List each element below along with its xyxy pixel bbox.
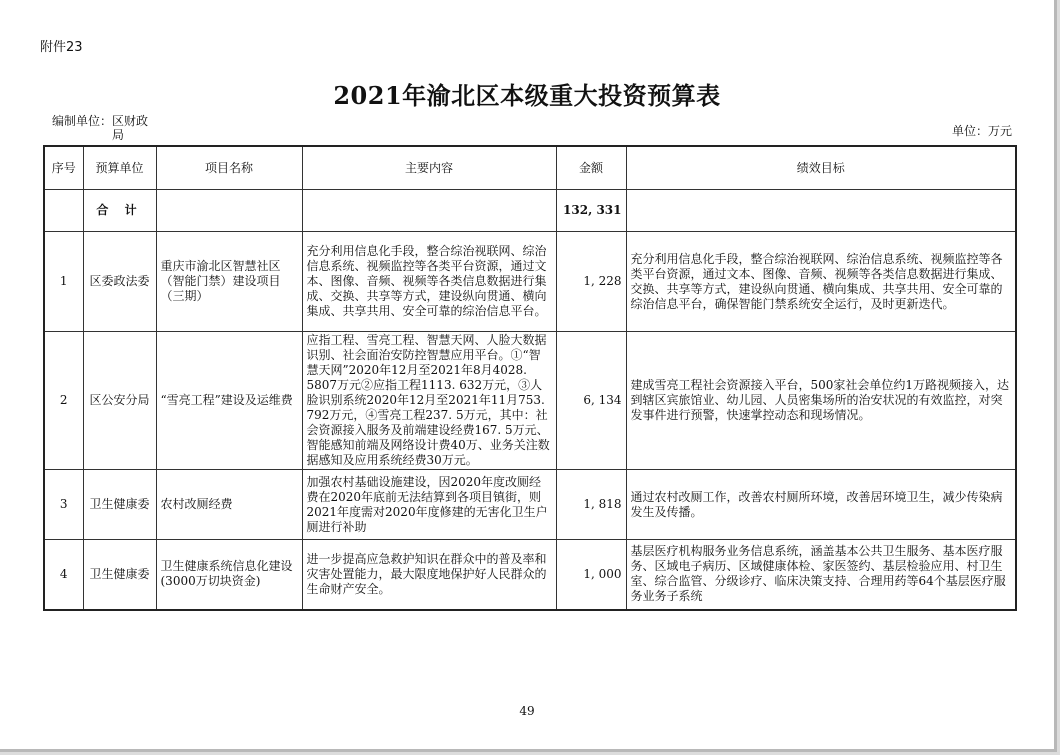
header-seq: 序号 xyxy=(44,146,83,190)
total-label: 合 计 xyxy=(83,190,156,232)
row-content: 充分利用信息化手段，整合综治视联网、综治信息系统、视频监控等各类平台资源，通过文本、图像、音频、视频等各类信息数据进行集成、交换、共享等方式，建设纵向贯通、横向集成、共享共用、安全可靠的综治信息平台。 xyxy=(302,232,556,332)
row-name: 重庆市渝北区智慧社区（智能门禁）建设项目（三期） xyxy=(156,232,302,332)
table-row xyxy=(44,540,1016,610)
attachment-label: 附件23 xyxy=(40,40,83,55)
budget-table xyxy=(43,145,1017,611)
total-amount: 132, 331 xyxy=(556,190,626,232)
row-goal: 建成雪亮工程社会资源接入平台，500家社会单位约1万路视频接入，达到辖区宾旅馆业、幼儿园、人员密集场所的治安状况的有效监控，对突发事件进行预警，快速掌控动态和现场情况。 xyxy=(626,332,1016,470)
total-row xyxy=(44,190,1016,232)
row-amount: 1, 818 xyxy=(556,470,626,540)
row-name: 卫生健康系统信息化建设(3000万切块资金) xyxy=(156,540,302,610)
row-name: 农村改厕经费 xyxy=(156,470,302,540)
row-amount: 1, 000 xyxy=(556,540,626,610)
table-header-row xyxy=(44,146,1016,190)
table-row xyxy=(44,332,1016,470)
page-number: 49 xyxy=(519,704,535,718)
header-amount: 金额 xyxy=(556,146,626,190)
row-content: 加强农村基础设施建设，因2020年度改厕经费在2020年底前无法结算到各项目镇街，则2021年度需对2020年度修建的无害化卫生户厕进行补助 xyxy=(302,470,556,540)
row-dept: 卫生健康委 xyxy=(83,470,156,540)
row-seq: 4 xyxy=(44,540,83,610)
row-dept: 卫生健康委 xyxy=(83,540,156,610)
row-name: “雪亮工程”建设及运维费 xyxy=(156,332,302,470)
table-row xyxy=(44,470,1016,540)
header-content: 主要内容 xyxy=(302,146,556,190)
compiler-label: 编制单位： xyxy=(52,114,113,128)
compiler-unit xyxy=(52,114,150,142)
row-goal: 通过农村改厕工作，改善农村厕所环境，改善居环境卫生，减少传染病发生及传播。 xyxy=(626,470,1016,540)
row-goal: 基层医疗机构服务业务信息系统，涵盖基本公共卫生服务、基本医疗服务、区域电子病历、区域健康体检、家医签约、基层检验应用、村卫生室、综合监管、分级诊疗、临床决策支持、合理用药等64个基层医疗服务业务子系统 xyxy=(626,540,1016,610)
row-amount: 1, 228 xyxy=(556,232,626,332)
compiler-value: 区财政局 xyxy=(112,114,149,142)
row-dept: 区委政法委 xyxy=(83,232,156,332)
row-seq: 3 xyxy=(44,470,83,540)
page-title: 2021年渝北区本级重大投资预算表 xyxy=(333,81,721,110)
header-goal: 绩效目标 xyxy=(626,146,1016,190)
row-content: 进一步提高应急救护知识在群众中的普及率和灾害处置能力，最大限度地保护好人民群众的生命财产安全。 xyxy=(302,540,556,610)
header-name: 项目名称 xyxy=(156,146,302,190)
unit-label: 单位：万元 xyxy=(951,124,1012,138)
row-seq: 2 xyxy=(44,332,83,470)
row-content: 应指工程、雪亮工程、智慧天网、人脸大数据识别、社会面治安防控智慧应用平台。①“智慧天网”2020年12月至2021年8月4028. 5807万元②应指工程1113. 632万元，③人脸识别系统2020年12月至2021年11月753. 792万元，④雪亮工程237. 5万元，其中：社会资源接入服务及前端建设经费167. 5万元、智能感知前端及网络设计费40万、业务关注数据感知及应用系统经费30万元。 xyxy=(302,332,556,470)
row-goal: 充分利用信息化手段，整合综治视联网、综治信息系统、视频监控等各类平台资源，通过文本、图像、音频、视频等各类信息数据进行集成、交换、共享等方式，建设纵向贯通、横向集成、共享共用、安全可靠的综治信息平台，确保智能门禁系统安全运行，及时更新迭代。 xyxy=(626,232,1016,332)
row-seq: 1 xyxy=(44,232,83,332)
row-dept: 区公安分局 xyxy=(83,332,156,470)
row-amount: 6, 134 xyxy=(556,332,626,470)
header-dept: 预算单位 xyxy=(83,146,156,190)
table-row xyxy=(44,232,1016,332)
